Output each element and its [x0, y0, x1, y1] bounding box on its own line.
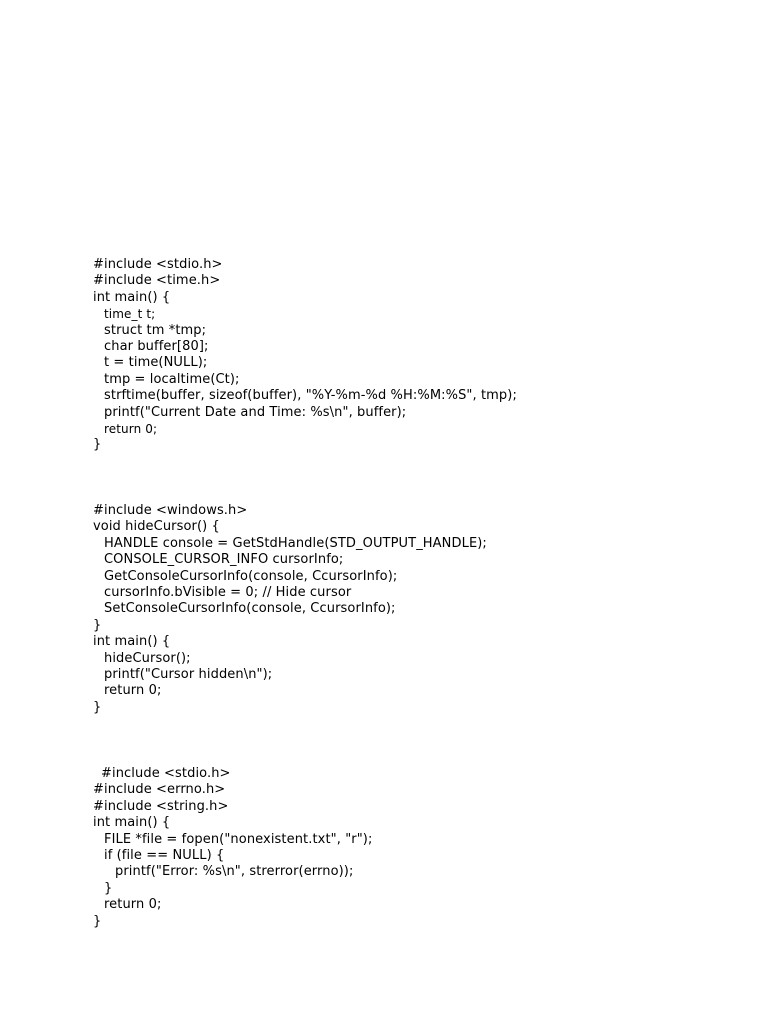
code-line: printf("Error: %s\n", strerror(errno)); — [115, 864, 354, 880]
code-line: } — [93, 699, 102, 715]
code-line: } — [93, 617, 102, 633]
code-line: #include <windows.h> — [93, 503, 248, 518]
code-line: hideCursor(); — [104, 650, 191, 666]
code-line: CONSOLE_CURSOR_INFO cursorInfo; — [104, 552, 344, 568]
code-line: HANDLE console = GetStdHandle(STD_OUTPUT_HANDLE); — [104, 535, 487, 551]
code-line: int main() { — [93, 289, 171, 305]
code-line: } — [104, 880, 113, 896]
code-line: SetConsoleCursorInfo(console, CcursorInfo); — [104, 601, 396, 617]
code-snippet-hide-cursor — [93, 503, 713, 716]
code-line: char buffer[80]; — [104, 338, 209, 354]
code-line: cursorInfo.bVisible = 0; // Hide cursor — [104, 584, 352, 600]
code-line: printf("Current Date and Time: %s\n", buffer); — [104, 404, 407, 420]
code-line: } — [93, 437, 102, 453]
code-line: } — [93, 913, 102, 929]
code-line: return 0; — [104, 683, 162, 699]
code-line: #include <time.h> — [93, 273, 221, 289]
code-line: tmp = localtime(Ct); — [104, 371, 240, 387]
code-snippet-errno — [93, 766, 713, 930]
code-line: #include <stdio.h> — [101, 766, 231, 781]
code-line: time_t t; — [104, 307, 156, 322]
code-line: strftime(buffer, sizeof(buffer), "%Y-%m-%d %H:%M:%S", tmp); — [104, 388, 517, 404]
code-line: #include <string.h> — [93, 798, 229, 814]
code-line: if (file == NULL) { — [104, 847, 225, 863]
code-line: return 0; — [104, 897, 162, 913]
code-line: int main() { — [93, 634, 171, 650]
code-line: return 0; — [104, 421, 158, 436]
code-line: #include <errno.h> — [93, 782, 226, 798]
code-line: int main() { — [93, 815, 171, 831]
code-line: struct tm *tmp; — [104, 322, 207, 338]
code-line: GetConsoleCursorInfo(console, CcursorInfo); — [104, 568, 398, 584]
code-line: void hideCursor() { — [93, 519, 220, 535]
code-line: printf("Cursor hidden\n"); — [104, 666, 273, 682]
code-line: FILE *file = fopen("nonexistent.txt", "r"); — [104, 831, 373, 847]
code-snippet-datetime — [93, 257, 713, 454]
code-line: t = time(NULL); — [104, 355, 208, 371]
code-line: #include <stdio.h> — [93, 257, 223, 272]
